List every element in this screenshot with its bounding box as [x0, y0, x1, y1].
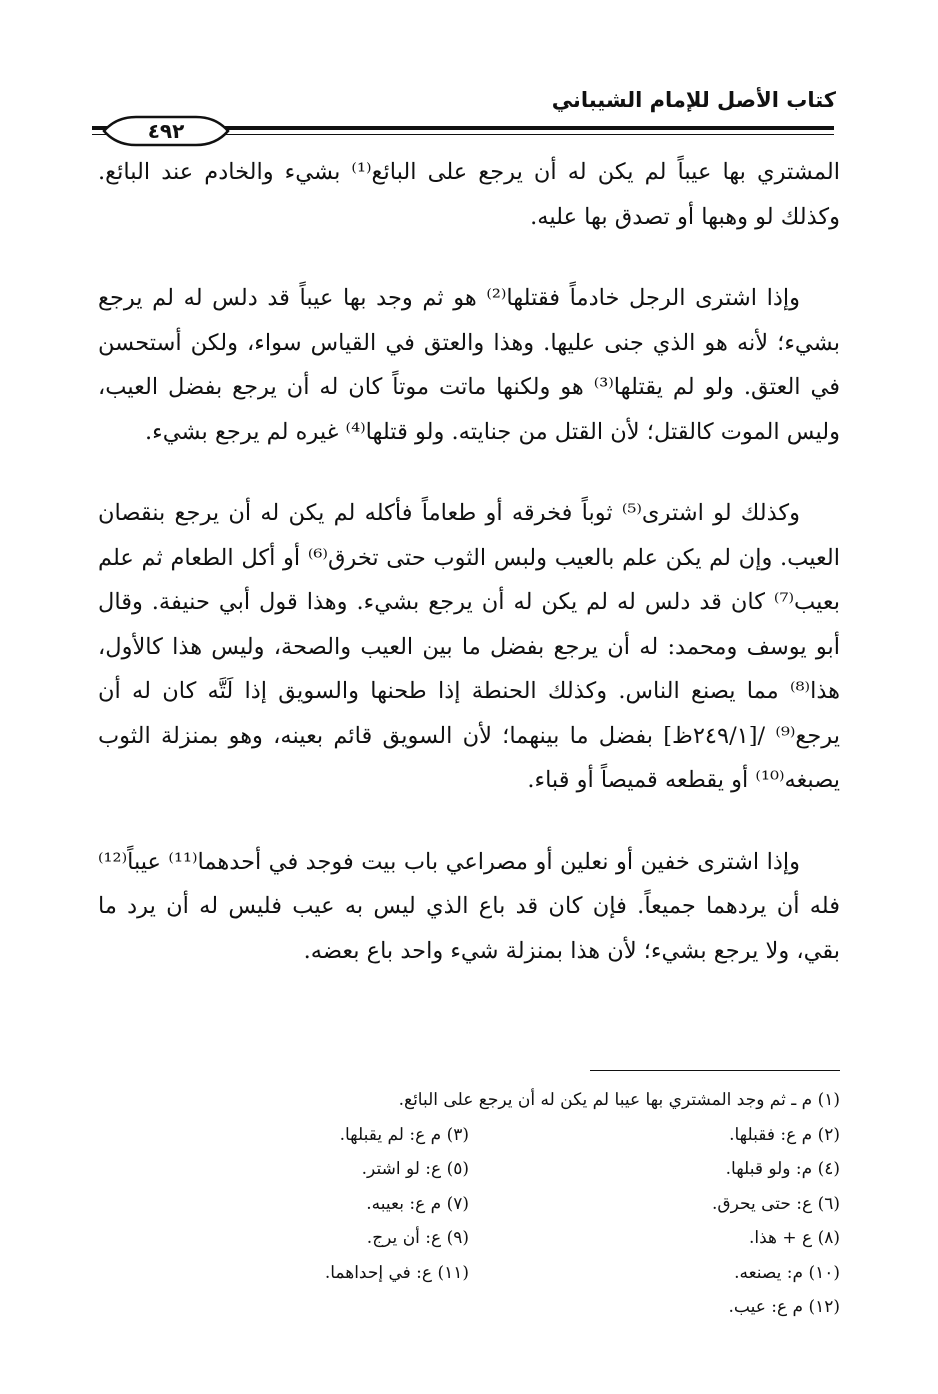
footnote-2: (٢) م ع: فقبلها. [729, 1124, 840, 1145]
footnote-row [98, 1221, 840, 1256]
footnote-4: (٤) م: ولو قبلها. [725, 1159, 840, 1179]
running-header-title: كتاب الأصل للإمام الشيباني [551, 88, 836, 112]
footnote-row [98, 1118, 840, 1153]
footnote-5: (٥) ع: لو اشتر. [361, 1159, 469, 1179]
paragraph-1: المشتري بها عيباً لم يكن له أن يرجع على البائع⁽¹⁾ بشيء والخادم عند البائع. وكذلك لو وهبها أو تصدق بها عليه. [98, 159, 840, 230]
footnote-10: (١٠) م: يصنعه. [734, 1262, 840, 1283]
paragraph-2: وإذا اشترى الرجل خادماً فقتلها⁽²⁾ هو ثم وجد بها عيباً قد دلس له لم يرجع بشيء؛ لأنه هو الذي جنى عليها. وهذا والعتق في القياس سواء، ولكن أستحسن في العتق. ولو لم يقتلها⁽³⁾ هو ولكنها ماتت موتاً كان له أن يرجع بفضل العيب، وليس الموت كالقتل؛ لأن القتل من جنايته. ولو قتلها⁽⁴⁾ غيره لم يرجع بشيء. [98, 285, 840, 445]
paragraph-4: وإذا اشترى خفين أو نعلين أو مصراعي باب بيت فوجد في أحدهما⁽¹¹⁾ عيباً⁽¹²⁾ فله أن يردهما جميعاً. فإن كان قد باع الذي ليس به عيب فليس له أن يرد ما بقي، ولا يرجع بشيء؛ لأن هذا بمنزلة شيء واحد باع بعضه. [98, 848, 840, 964]
footnote-12: (١٢) م ع: عيب. [728, 1297, 840, 1317]
footnote-1: (١) م ـ ثم وجد المشتري بها عيبا لم يكن له أن يرجع على البائع. [398, 1090, 840, 1110]
footnotes [98, 1083, 840, 1325]
page-number: ٤٩٢ [147, 119, 185, 143]
footnote-row [98, 1152, 840, 1187]
footnote-3: (٣) م ع: لم يقبلها. [339, 1124, 469, 1145]
paragraph-3: وكذلك لو اشترى⁽⁵⁾ ثوباً فخرقه أو طعاماً فأكله لم يكن له أن يرجع بنقصان العيب. وإن لم يكن علم بالعيب ولبس الثوب حتى تخرق⁽⁶⁾ أو أكل الطعام ثم علم بعيب⁽⁷⁾ كان قد دلس له لم يكن له أن يرجع بشيء. وهذا قول أبي حنيفة. وقال أبو يوسف ومحمد: له أن يرجع بفضل ما بين العيب والصحة، وليس هذا كالأول، هذا⁽⁸⁾ مما يصنع الناس. وكذلك الحنطة إذا طحنها والسويق إذا لَتَّه كان له أن يرجع⁽⁹⁾ /[٢٤٩/١ظ] بفضل ما بينهما؛ لأن السويق قائم بعينه، وهو بمنزلة الثوب يصبغه⁽¹⁰⁾ أو يقطعه قميصاً أو قباء. [98, 500, 840, 793]
footnote-11: (١١) ع: في إحداهما. [324, 1262, 469, 1283]
main-text [98, 150, 840, 1010]
footnote-8: (٨) ع + هذا. [748, 1228, 840, 1248]
footnote-9: (٩) ع: أن يرج. [366, 1228, 469, 1248]
footnote-7: (٧) م ع: بعيبه. [366, 1193, 469, 1214]
footnote-row [98, 1256, 840, 1291]
footnote-row [98, 1187, 840, 1222]
footnote-6: (٦) ع: حتى يحرق. [712, 1193, 840, 1214]
footnote-separator [590, 1070, 840, 1071]
